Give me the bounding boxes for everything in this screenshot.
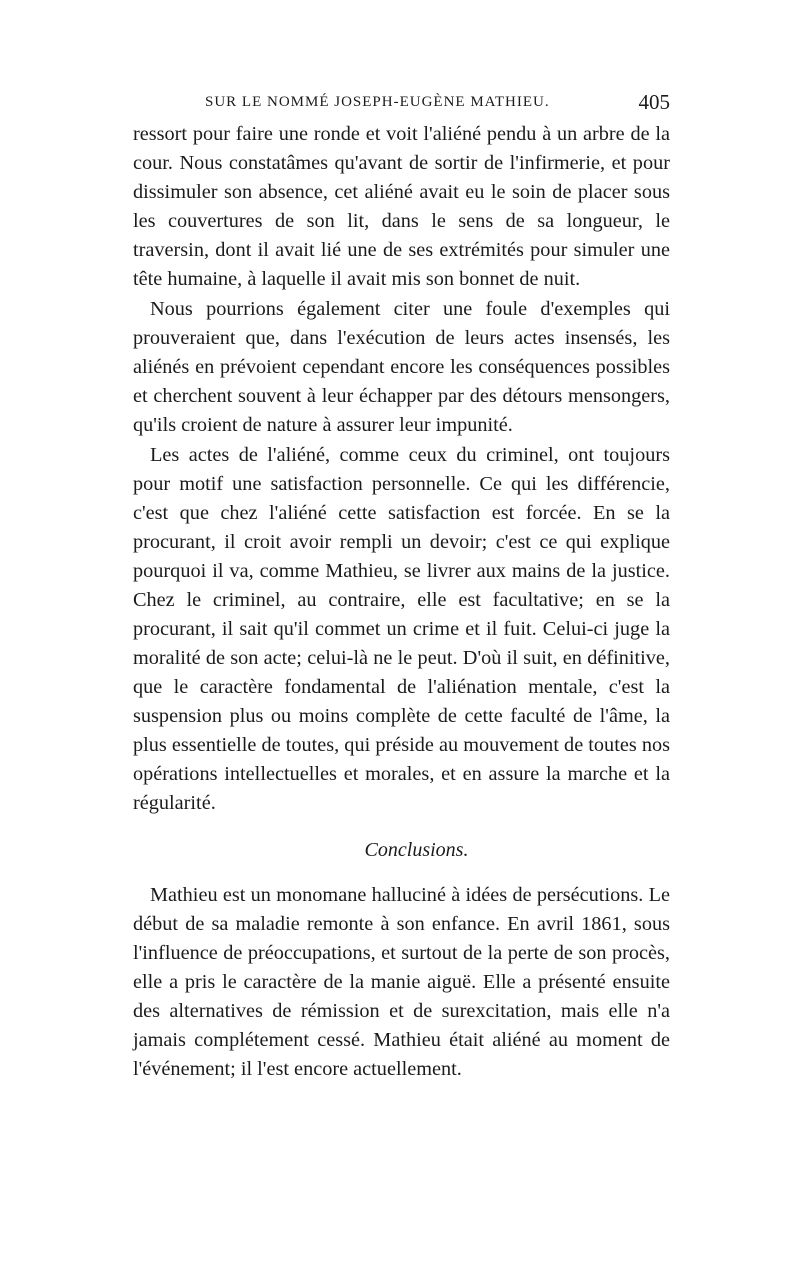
running-head — [133, 90, 670, 120]
paragraph-continued: ressort pour faire une ronde et voit l'aliéné pendu à un arbre de la cour. Nous constatâmes qu'avant de sortir de l'infirmerie, et pour dissimuler son absence, cet aliéné avait eu le soin de placer sous les couvertures de son lit, dans le sens de sa longueur, le traversin, dont il avait lié une de ses extrémités pour simuler une tête humaine, à laquelle il avait mis son bonnet de nuit. — [133, 123, 670, 290]
section-heading: Conclusions. — [364, 839, 469, 861]
conclusions-paragraph: Mathieu est un monomane halluciné à idées de persécutions. Le début de sa maladie remonte à son enfance. En avril 1861, sous l'influence de préoccupations, et surtout de la perte de son procès, elle a pris le caractère de la manie aiguë. Elle a présenté ensuite des alternatives de rémission et de surexcitation, mais elle n'a jamais complétement cessé. Mathieu était aliéné au moment de l'événement; il l'est encore actuellement. — [133, 884, 670, 1080]
paragraph: Les actes de l'aliéné, comme ceux du criminel, ont toujours pour motif une satisfaction personnelle. Ce qui les différencie, c'est que chez l'aliéné cette satisfaction est forcée. En se la procurant, il croit avoir rempli un devoir; c'est ce qui explique pourquoi il va, comme Mathieu, se livrer aux mains de la justice. Chez le criminel, au contraire, elle est facultative; en se la procurant, il sait qu'il commet un crime et il fuit. Celui-ci juge la moralité de son acte; celui-là ne le peut. D'où il suit, en définitive, que le caractère fondamental de l'aliénation mentale, c'est la suspension plus ou moins complète de cette faculté de l'âme, la plus essentielle de toutes, qui préside au mouvement de toutes nos opérations intellectuelles et morales, et en assure la marche et la régularité. — [133, 444, 670, 814]
book-page — [133, 90, 670, 1084]
paragraph: Nous pourrions également citer une foule d'exemples qui prouveraient que, dans l'exécution de leurs actes insensés, les aliénés en prévoient cependant encore les conséquences possibles et cherchent souvent à leur échapper par des détours mensongers, qu'ils croient de nature à assurer leur impunité. — [133, 298, 670, 436]
page-number: 405 — [638, 90, 670, 114]
body-text — [133, 120, 670, 1084]
running-head-title: SUR LE NOMMÉ JOSEPH-EUGÈNE MATHIEU. — [205, 94, 550, 110]
